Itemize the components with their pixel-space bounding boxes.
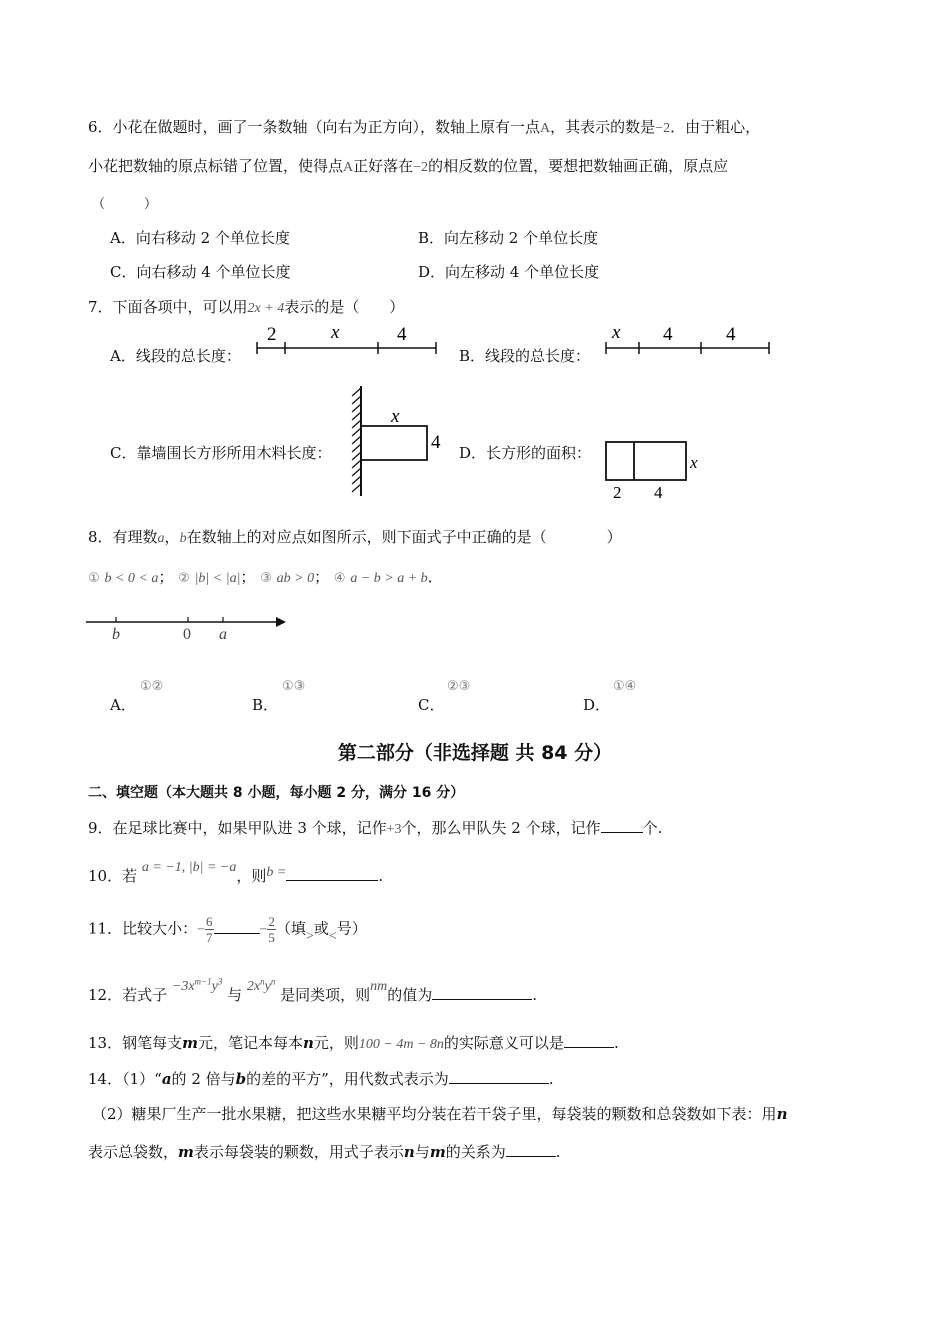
fraction: $\frac{2}{5}$ [268, 914, 275, 945]
segment-label: x [331, 322, 340, 343]
q8-option-d[interactable]: D． [583, 696, 611, 714]
segment-label: 2 [267, 324, 277, 345]
q6-option-b[interactable]: B．向左移动 2 个单位长度 [418, 229, 599, 247]
q7-option-a[interactable]: A．线段的总长度： [110, 347, 241, 365]
answer-blank[interactable] [432, 985, 532, 1000]
axis-label: b [112, 626, 120, 643]
q6-line2: 小花把数轴的原点标错了位置，使得点A正好落在−2的相反数的位置，要想把数轴画正确，原点应 [88, 157, 729, 175]
answer-blank[interactable] [601, 818, 643, 833]
q7-option-c[interactable]: C．靠墙围长方形所用木料长度： [110, 444, 332, 462]
q7-wall-rectangle [345, 384, 445, 500]
answer-blank[interactable] [506, 1142, 556, 1157]
rect-top-label: x [391, 406, 400, 427]
q6-option-a[interactable]: A．向右移动 2 个单位长度 [110, 229, 290, 247]
q14-part2-line1: （2）糖果厂生产一批水果糖，把这些水果糖平均分装在若干袋子里，每袋装的颗数和总袋数如下表：用n [92, 1105, 788, 1123]
q7-segment-a [255, 320, 440, 356]
q14-part2-line2: 表示总袋数，m表示每袋装的颗数，用式子表示n与m的关系为 . [88, 1143, 561, 1161]
q6-option-d[interactable]: D．向左移动 4 个单位长度 [418, 263, 600, 281]
q11: 11．比较大小：− $\frac{6}{7}$ − $\frac{2}{5}$ （填>或<号） [88, 914, 367, 945]
q9: 9．在足球比赛中，如果甲队进 3 个球，记作+3个，那么甲队失 2 个球，记作 个. [88, 819, 663, 837]
answer-blank[interactable] [449, 1069, 549, 1084]
section-heading: 二、填空题（本大题共 8 小题，每小题 2 分，满分 16 分） [88, 785, 465, 801]
q7-option-d[interactable]: D．长方形的面积： [459, 444, 592, 462]
q6-line1: 6．小花在做题时，画了一条数轴（向右为正方向），数轴上原有一点A，其表示的数是−2．由于粗心， [88, 118, 761, 136]
axis-label: 0 [183, 626, 191, 643]
q13: 13．钢笔每支m元，笔记本每本n元，则100 − 4m − 8n的实际意义可以是 . [88, 1034, 619, 1052]
answer-blank[interactable] [214, 919, 260, 934]
axis-label: a [219, 626, 227, 643]
rect-side-label: 4 [431, 432, 441, 453]
fraction: $\frac{6}{7}$ [206, 914, 213, 945]
expr-2: $2x^ny^n$ [246, 976, 276, 994]
q8-stem: 8．有理数a，b在数轴上的对应点如图所示，则下面式子中正确的是（ ） [88, 528, 622, 546]
q8-option-a-value: ①② [140, 679, 164, 694]
q8-option-b[interactable]: B． [252, 696, 279, 714]
q7-stem: 7．下面各项中，可以用2x + 4表示的是（ ） [88, 298, 405, 316]
q7-area-rectangle [600, 436, 710, 504]
segment-label: 4 [663, 324, 673, 345]
q12: 12．若式子 $-3x^{m-1}y^3$ 与 $2x^ny^n$ 是同类项，则nm的值为 . [88, 976, 538, 1004]
q8-number-line [86, 610, 291, 646]
q8-option-a[interactable]: A． [110, 696, 136, 714]
q8-option-b-value: ①③ [282, 679, 306, 694]
q10: 10．若 a = −1, |b| = −a，则b = . [88, 860, 384, 885]
q7-option-b[interactable]: B．线段的总长度： [459, 347, 591, 365]
q8-option-c-value: ②③ [447, 679, 471, 694]
rect-bottom-label: 4 [654, 483, 663, 502]
answer-blank[interactable] [286, 866, 378, 881]
rect-side-label: x [690, 453, 698, 472]
q8-option-d-value: ①④ [613, 679, 637, 694]
part2-title: 第二部分（非选择题 共 84 分） [337, 742, 613, 764]
rect-bottom-label: 2 [613, 483, 622, 502]
answer-blank[interactable] [564, 1033, 614, 1048]
segment-label: 4 [397, 324, 407, 345]
segment-label: 4 [726, 324, 736, 345]
expr-1: $-3x^{m-1}y^3$ [171, 976, 223, 994]
segment-label: x [612, 322, 621, 343]
q6-answer-paren: （ ） [92, 197, 158, 212]
q6-option-c[interactable]: C．向右移动 4 个单位长度 [110, 263, 291, 281]
q14-part1: 14．（1）“a的 2 倍与b的差的平方”，用代数式表示为 . [88, 1070, 554, 1088]
q7-segment-b [596, 320, 774, 356]
q8-option-c[interactable]: C． [418, 696, 445, 714]
q8-statements: ① b < 0 < a； ② |b| < |a|； ③ ab > 0； ④ a − b > a + b． [88, 568, 443, 586]
